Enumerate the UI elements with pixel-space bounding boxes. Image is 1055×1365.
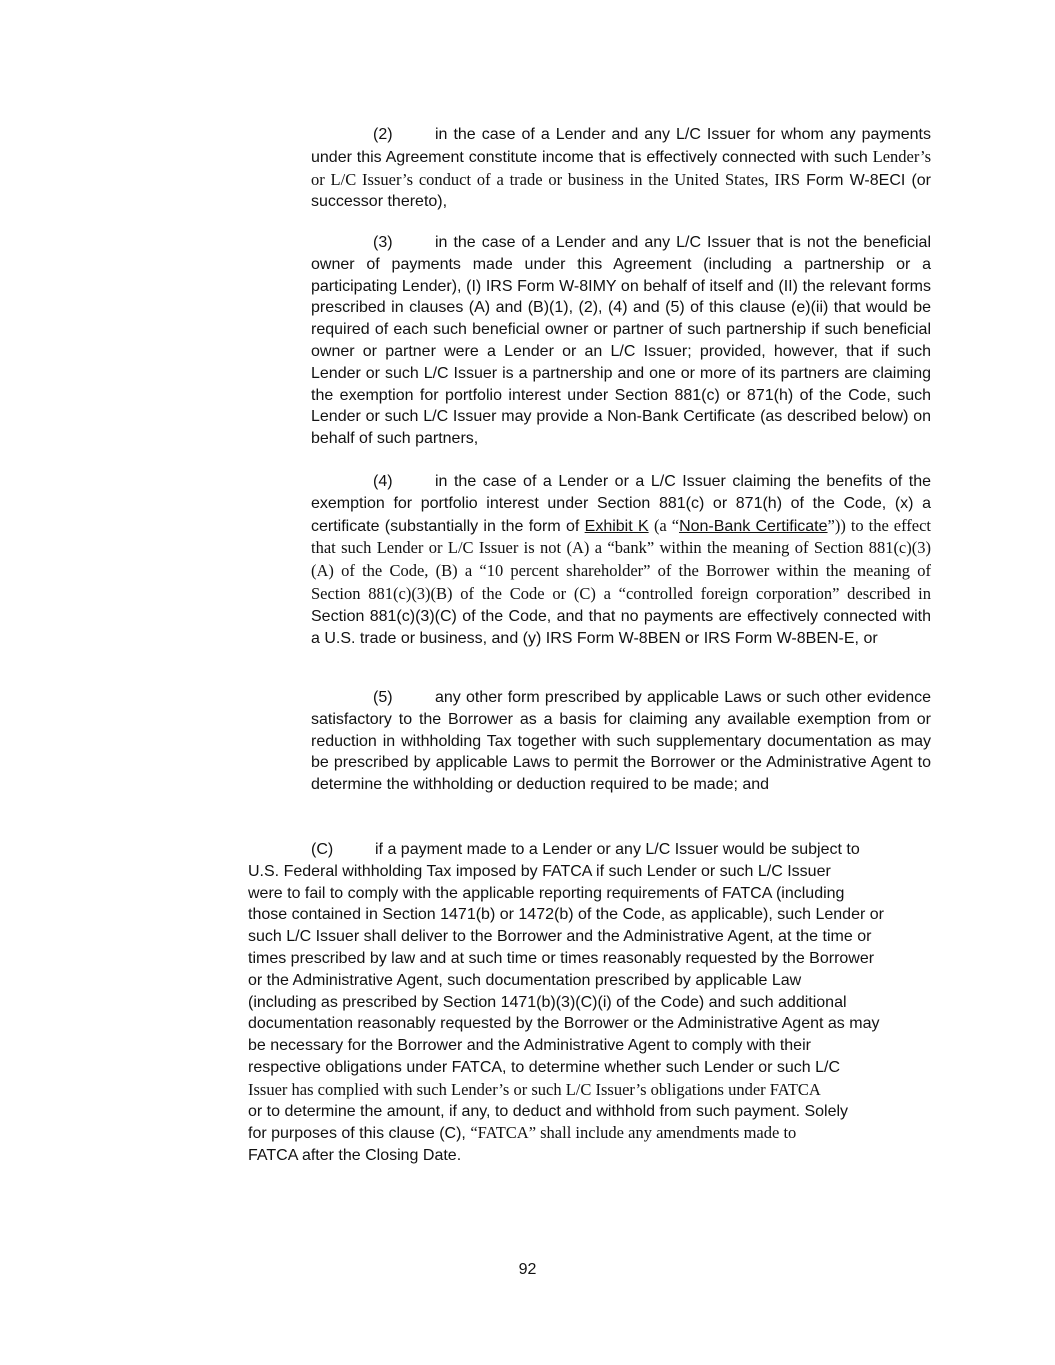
clause-5-text: any other form prescribed by applicable Laws or such other evidence satisfactory to the Borrower as a basis for claiming any available exemption from or reduction in withholding Tax together with such supplementary documentation as may be prescribed by applicable Laws to permit the Borrower or the Administrative Agent to determine the withholding or deduction required to be made; and [311, 689, 931, 794]
exhibit-k-link[interactable]: Exhibit K [584, 517, 649, 535]
clause-c-line-14 [248, 1122, 938, 1145]
clause-4-text-a: in the case of a Lender or a L/C Issuer claiming the benefits of the exemption for portfolio interest under Section 881(c) or 871(h) of the Code, (x) a certificate (substantially in the form of [311, 473, 931, 535]
clause-3-paragraph [311, 232, 931, 450]
clause-c-line-14a: for purposes of this clause (C), [248, 1125, 466, 1143]
clause-2-text-a: in the case of a Lender and any L/C Issuer for whom any payments under this Agreement constitute income that is effectively connected with such [311, 126, 931, 166]
clause-4-text-d: Section 881(c)(3)(C) of the Code, and that no payments are effectively connected with a U.S. trade or business, and (y) IRS Form W-8BEN or IRS Form W-8BEN-E, or [311, 607, 931, 647]
page-number: 92 [518, 1261, 537, 1278]
clause-3-marker: (3) [373, 234, 393, 251]
clause-4-marker: (4) [373, 473, 393, 490]
clause-5-paragraph [311, 687, 931, 796]
clause-5-marker: (5) [373, 689, 393, 706]
clause-4-paragraph [311, 471, 931, 649]
clause-4-text-b: (a “ [653, 515, 680, 535]
clause-c-line-14b: “FATCA” shall include any amendments made to [470, 1123, 797, 1143]
clause-c-line-11: respective obligations under FATCA, to determine whether such Lender or such L/C [248, 1058, 841, 1076]
clause-c-line-5: such L/C Issuer shall deliver to the Borrower and the Administrative Agent, at the time or [248, 928, 872, 946]
clause-c-line-6: times prescribed by law and at such time or times reasonably requested by the Borrower [248, 949, 875, 967]
clause-c-line-1: if a payment made to a Lender or any L/C Issuer would be subject to [375, 841, 860, 858]
clause-c-line-3: were to fail to comply with the applicable reporting requirements of FATCA (including [248, 884, 845, 902]
clause-c-line-7: or the Administrative Agent, such documentation prescribed by applicable Law [248, 971, 802, 989]
clause-2-text-c: Form W-8ECI (or successor thereto), [311, 171, 932, 211]
clause-c-paragraph [248, 839, 938, 1167]
non-bank-certificate-term: Non-Bank Certificate [679, 517, 828, 535]
clause-c-line [248, 839, 938, 861]
clause-2-text-b: Lender’s or L/C Issuer’s conduct of a trade or business in the United States, IRS [311, 146, 931, 189]
clause-2-paragraph [311, 124, 931, 213]
clause-c-line-13: or to determine the amount, if any, to deduct and withhold from such payment. Solely [248, 1102, 849, 1120]
clause-c-marker: (C) [311, 841, 334, 858]
clause-c-line-9: documentation reasonably requested by the Borrower or the Administrative Agent as may [248, 1015, 880, 1033]
clause-c-line-12: Issuer has complied with such Lender’s or such L/C Issuer’s obligations under FATCA [248, 1079, 821, 1099]
clause-c-line-4: those contained in Section 1471(b) or 1472(b) of the Code, as applicable), such Lender or [248, 906, 884, 924]
clause-c-line-10: be necessary for the Borrower and the Administrative Agent to comply with their [248, 1037, 811, 1055]
clause-3-text: in the case of a Lender and any L/C Issuer that is not the beneficial owner of payments made under this Agreement (including a partnership or a participating Lender), (I) IRS Form W-8IMY on behalf of itself and (II) the relevant forms prescribed in clauses (A) and (B)(1), (2), (4) and (5) of this clause (e)(ii) that would be required of each such beneficial owner or partner of such partnership if such beneficial owner or partner were a Lender or an L/C Issuer; provided, however, that if such Lender or such L/C Issuer is a partnership and one or more of its partners are claiming the exemption for portfolio interest under Section 881(c) or 871(h) of the Code, such Lender or such L/C Issuer may provide a Non-Bank Certificate (as described below) on behalf of such partners, [311, 234, 931, 448]
clause-4-text-c: ”)) to the effect that such Lender or L/C Issuer is not (A) a “bank” within the meaning of Section 881(c)(3)(A) of the Code, (B) a “10 percent shareholder” of the Borrower within the meaning of Section 881(c)(3)(B) of the Code or (C) a “controlled foreign corporation” described in [311, 515, 931, 603]
clause-c-line-2: U.S. Federal withholding Tax imposed by FATCA if such Lender or such L/C Issuer [248, 862, 831, 880]
clause-c-line-15: FATCA after the Closing Date. [248, 1147, 462, 1165]
clause-2-marker: (2) [373, 126, 393, 143]
clause-c-line-8: (including as prescribed by Section 1471(b)(3)(C)(i) of the Code) and such additional [248, 993, 847, 1011]
